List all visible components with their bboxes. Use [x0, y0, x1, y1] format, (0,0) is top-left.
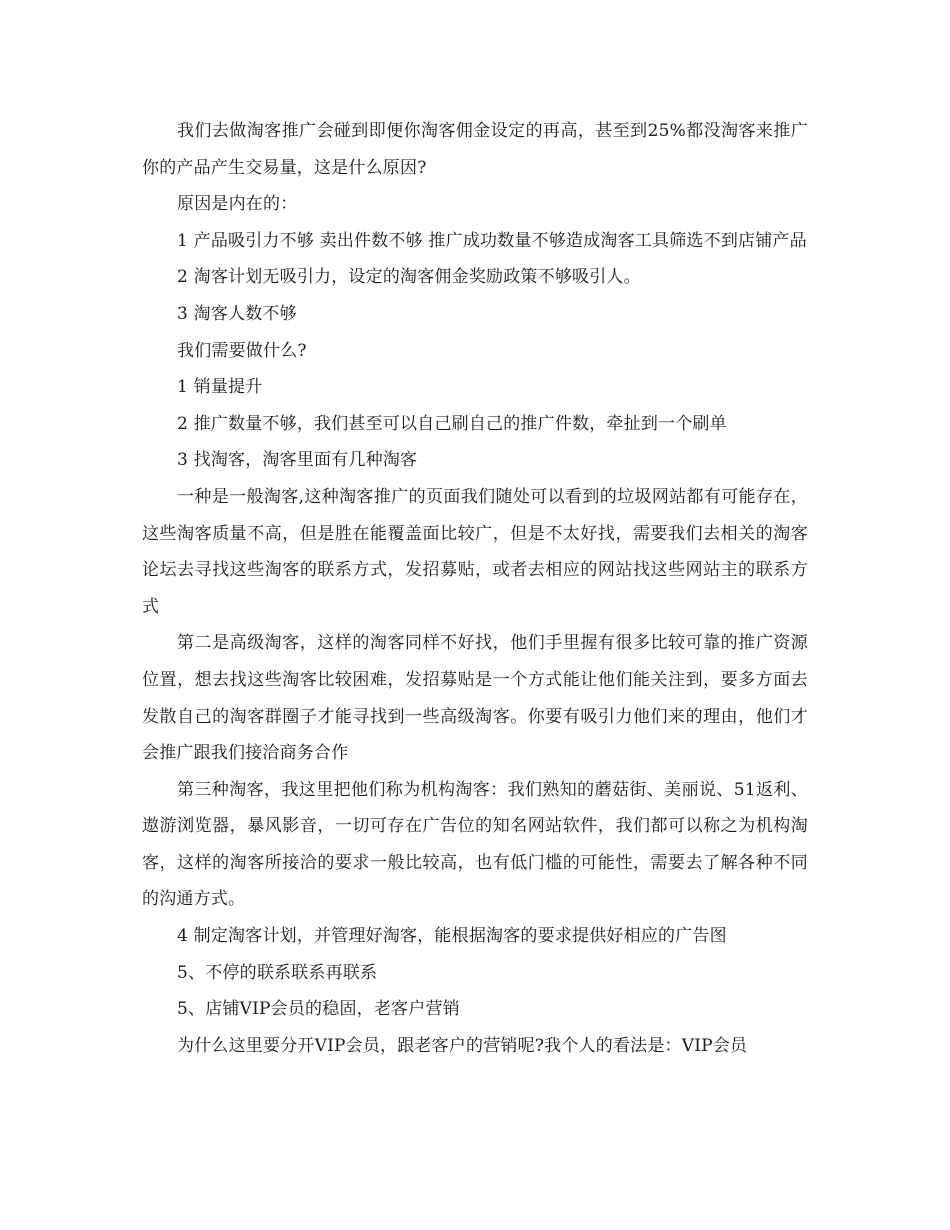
paragraph-reason-1: 1 产品吸引力不够 卖出件数不够 推广成功数量不够造成淘客工具筛选不到店铺产品 [177, 230, 807, 251]
paragraph-reason-2: 2 淘客计划无吸引力，设定的淘客佣金奖励政策不够吸引人。 [177, 267, 641, 288]
paragraph-action-heading: 我们需要做什么? [177, 340, 307, 361]
document-body [142, 113, 808, 1064]
paragraph-institutional-affiliate: 第三种淘客，我这里把他们称为机构淘客：我们熟知的蘑菇街、美丽说、51返利、遨游浏览器，暴风影音，一切可存在广告位的知名网站软件，我们都可以称之为机构淘客，这样的淘客所接洽的要求一般比较高，也有低门槛的可能性，需要去了解各种不同的沟通方式。 [142, 779, 808, 910]
paragraph-reason-heading: 原因是内在的： [177, 194, 298, 215]
paragraph-action-2: 2 推广数量不够，我们甚至可以自己刷自己的推广件数，牵扯到一个刷单 [177, 413, 727, 434]
paragraph-reason-3: 3 淘客人数不够 [177, 303, 297, 324]
paragraph-advanced-affiliate: 第二是高级淘客，这样的淘客同样不好找，他们手里握有很多比较可靠的推广资源位置，想去找这些淘客比较困难，发招募贴是一个方式能让他们能关注到，要多方面去发散自己的淘客群圈子才能寻找到一些高级淘客。你要有吸引力他们来的理由，他们才会推广跟我们接洽商务合作 [142, 633, 808, 764]
paragraph-general-affiliate: 一种是一般淘客,这种淘客推广的页面我们随处可以看到的垃圾网站都有可能存在，这些淘客质量不高，但是胜在能覆盖面比较广，但是不太好找，需要我们去相关的淘客论坛去寻找这些淘客的联系方式，发招募贴，或者去相应的网站找这些网站主的联系方式 [142, 486, 808, 617]
paragraph-vip-question: 为什么这里要分开VIP会员，跟老客户的营销呢?我个人的看法是：VIP会员 [177, 1035, 748, 1056]
paragraph-action-5b: 5、店铺VIP会员的稳固，老客户营销 [177, 999, 460, 1020]
paragraph-action-3: 3 找淘客，淘客里面有几种淘客 [177, 450, 418, 471]
paragraph-action-4: 4 制定淘客计划，并管理好淘客，能根据淘客的要求提供好相应的广告图 [177, 926, 727, 947]
paragraph-action-1: 1 销量提升 [177, 377, 263, 398]
paragraph-intro-question: 我们去做淘客推广会碰到即便你淘客佣金设定的再高，甚至到25%都没淘客来推广你的产品产生交易量，这是什么原因? [142, 121, 808, 178]
paragraph-action-5a: 5、不停的联系联系再联系 [177, 962, 378, 983]
